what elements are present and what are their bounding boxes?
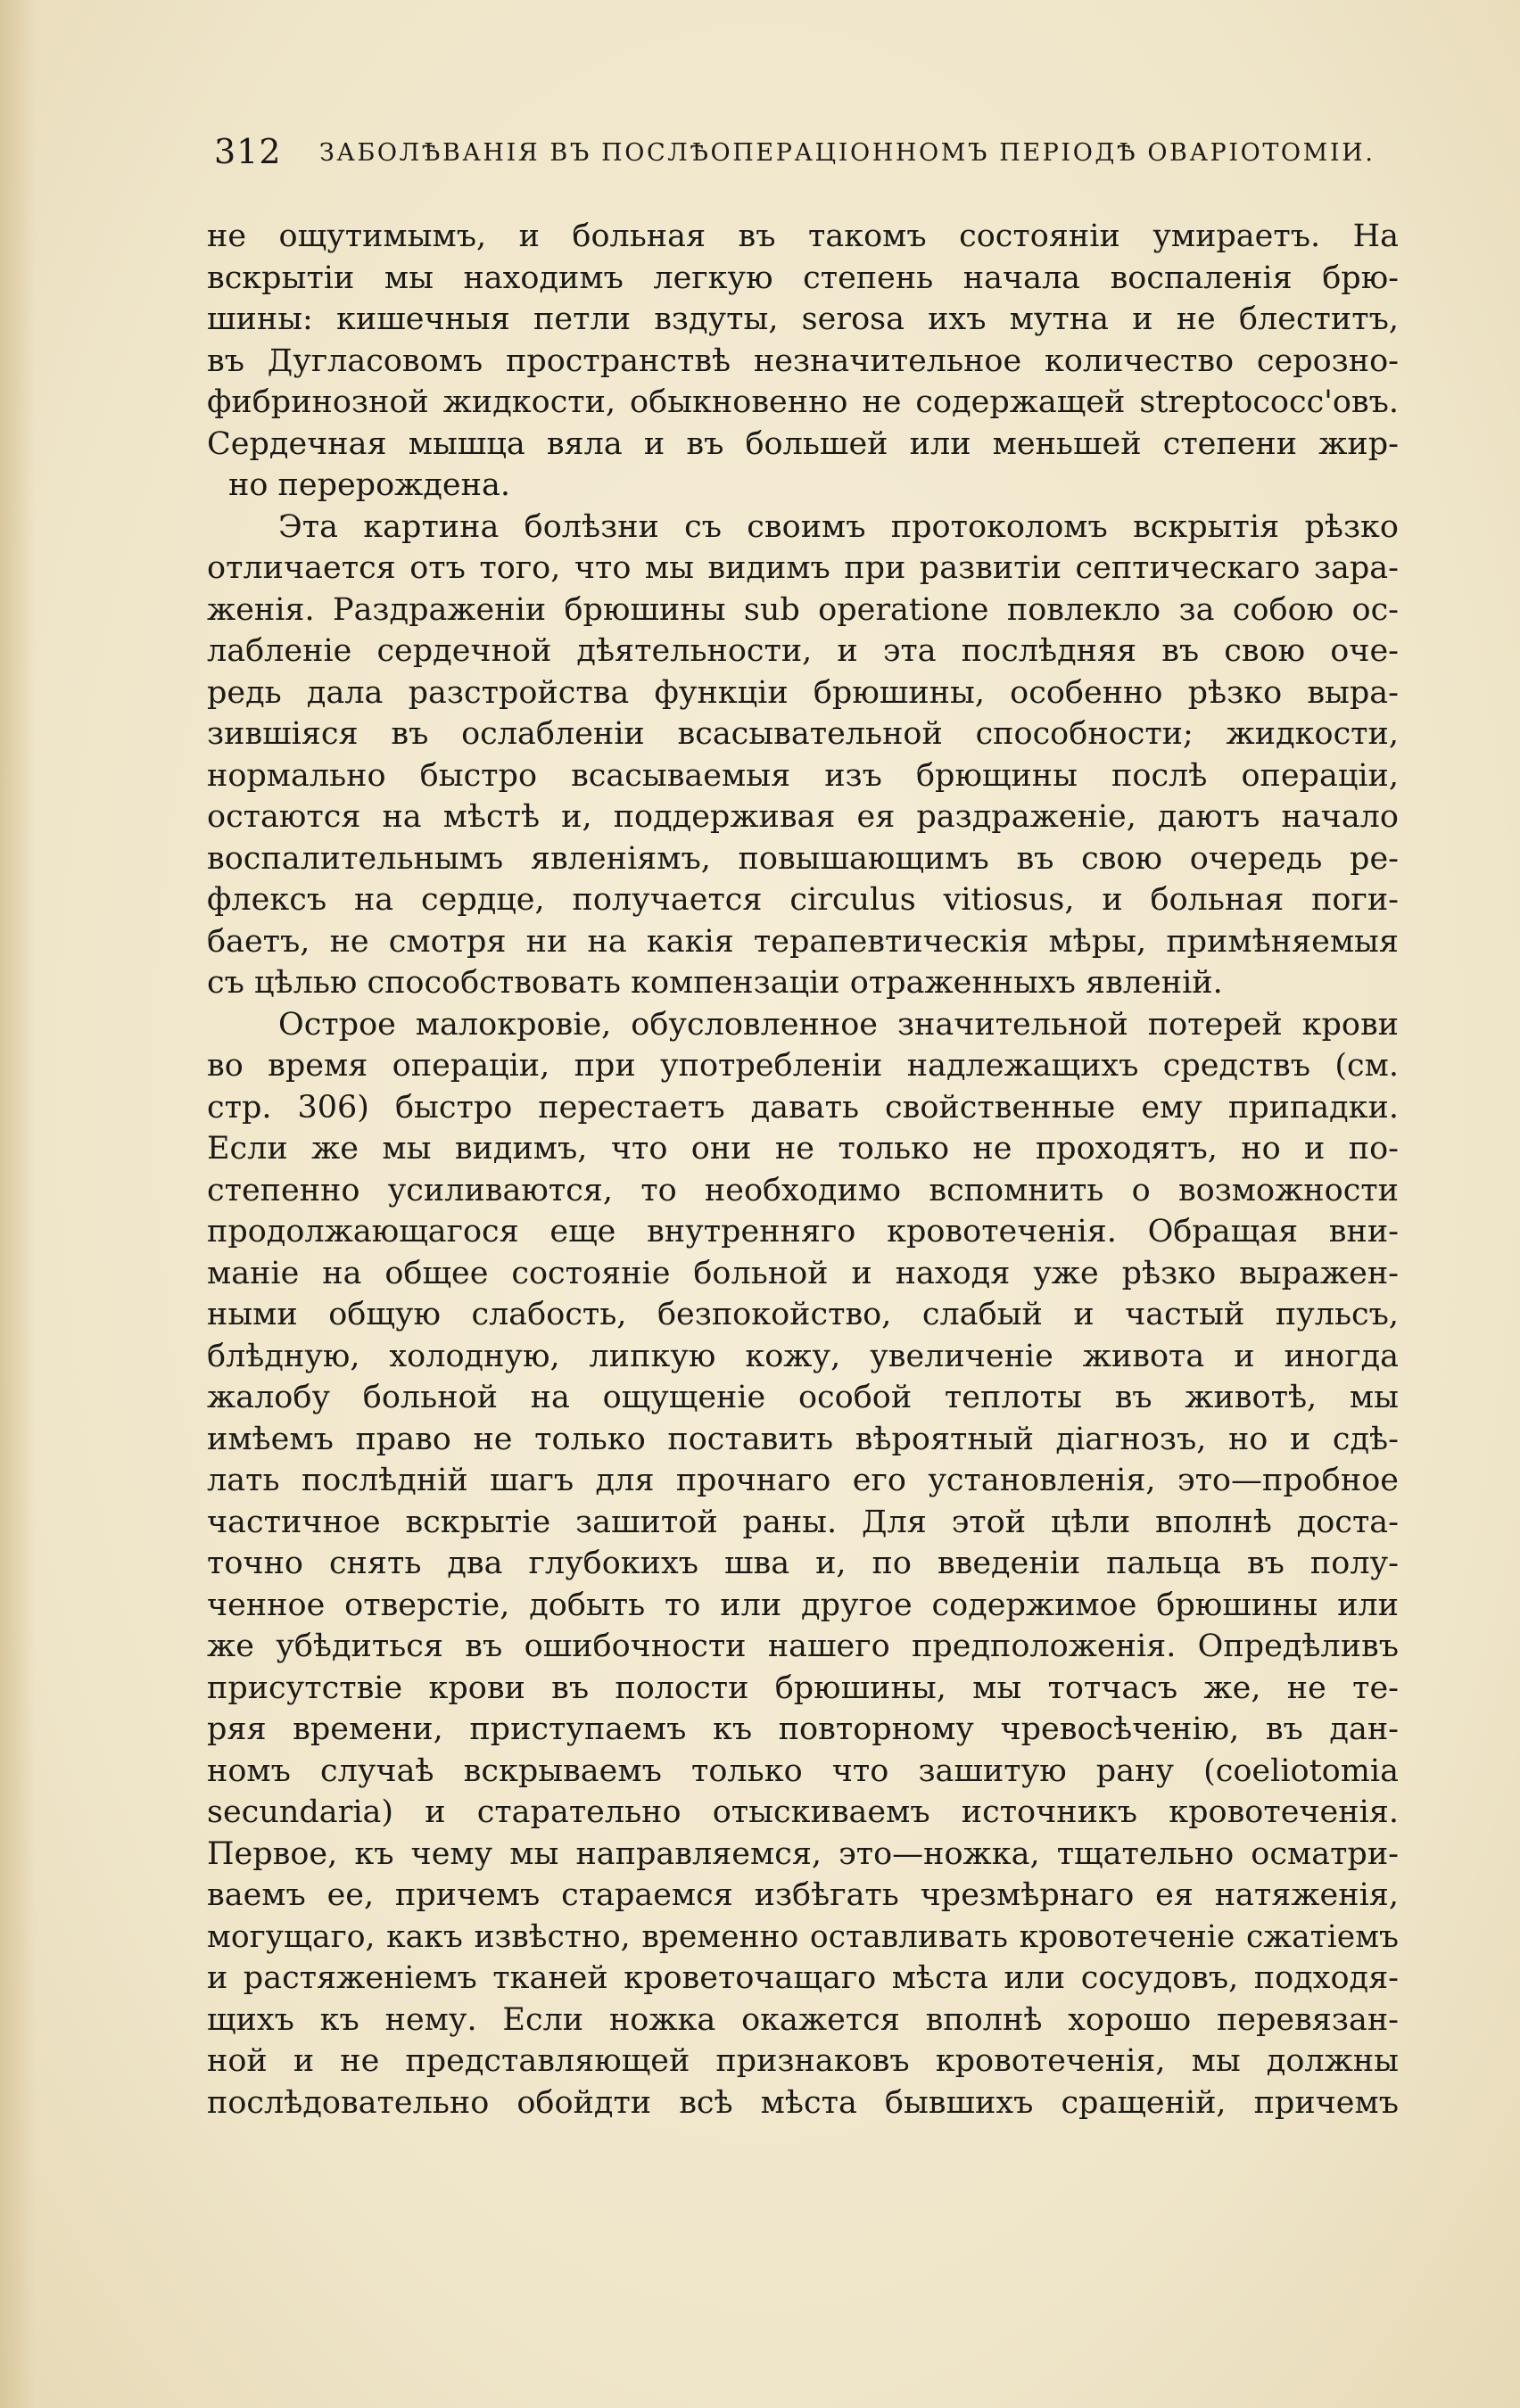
text-line: ными общую слабость, безпокойство, слабый и частый пульсъ, <box>207 1297 1399 1332</box>
text-line: ной и не представляющей признаковъ кровотеченія, мы должны <box>207 2043 1399 2079</box>
text-line: и растяженіемъ тканей кроветочащаго мѣста или сосудовъ, подходя- <box>207 1960 1399 1996</box>
text-line: маніе на общее состояніе больной и находя уже рѣзко выражен- <box>207 1255 1399 1291</box>
page-edge-shadow <box>0 0 36 2408</box>
text-line: Если же мы видимъ, что они не только не проходятъ, но и по- <box>207 1131 1399 1167</box>
text-line: могущаго, какъ извѣстно, временно оставливать кровотеченіе сжатіемъ <box>207 1918 1399 1955</box>
text-line: ряя времени, приступаемъ къ повторному чревосѣченію, въ дан- <box>207 1711 1399 1747</box>
text-line: шины: кишечныя петли вздуты, serosa ихъ мутна и не блеститъ, <box>207 301 1399 337</box>
text-line: ваемъ ее, причемъ стараемся избѣгать чрезмѣрнаго ея натяженія, <box>207 1877 1399 1913</box>
text-line: Первое, къ чему мы направляемся, это—ножка, тщательно осматри- <box>207 1835 1399 1872</box>
text-line: щихъ къ нему. Если ножка окажется вполнѣ хорошо перевязан- <box>207 2001 1399 2038</box>
text-line: фибринозной жидкости, обыкновенно не содержащей streptococc'овъ. <box>207 384 1399 420</box>
body-text <box>207 216 1399 2123</box>
text-line: но перерождена. <box>228 467 510 503</box>
text-line: Острое малокровіе, обусловленное значительной потерей крови <box>278 1006 1399 1043</box>
text-line: стр. 306) быстро перестаетъ давать свойственные ему припадки. <box>207 1089 1399 1126</box>
text-line: нормально быстро всасываемыя изъ брющины послѣ операціи, <box>207 757 1399 794</box>
text-line: послѣдовательно обойдти всѣ мѣста бывшихъ сращеній, причемъ <box>207 2084 1399 2121</box>
text-line: лать послѣдній шагъ для прочнаго его установленія, это—пробное <box>207 1463 1399 1498</box>
text-line: отличается отъ того, что мы видимъ при развитіи септическаго зара- <box>207 550 1399 586</box>
page-header <box>214 132 1392 177</box>
text-line: женія. Раздраженіи брюшины sub operatione повлекло за собою ос- <box>207 591 1399 628</box>
page-number: 312 <box>214 132 282 171</box>
paragraph <box>207 1004 1399 2124</box>
text-line: частичное вскрытіе зашитой раны. Для этой цѣли вполнѣ доста- <box>207 1504 1399 1540</box>
text-line: точно снять два глубокихъ шва и, по введеніи пальца въ полу- <box>207 1546 1399 1581</box>
text-line: флексъ на сердце, получается circulus vitiosus, и больная поги- <box>207 882 1399 918</box>
text-line: Эта картина болѣзни съ своимъ протоколомъ вскрытія рѣзко <box>278 508 1399 545</box>
text-line: остаются на мѣстѣ и, поддерживая ея раздраженіе, даютъ начало <box>207 799 1399 835</box>
text-line: редь дала разстройства функціи брюшины, особенно рѣзко выра- <box>207 674 1399 711</box>
text-line: зившіяся въ ослабленіи всасывательной способности; жидкости, <box>207 716 1399 752</box>
text-line: жалобу больной на ощущеніе особой теплоты въ животѣ, мы <box>207 1380 1399 1415</box>
text-line: же убѣдиться въ ошибочности нашего предположенія. Опредѣливъ <box>207 1629 1399 1664</box>
text-line: не ощутимымъ, и больная въ такомъ состояніи умираетъ. На <box>207 219 1399 254</box>
text-line: въ Дугласовомъ пространствѣ незначительное количество серозно- <box>207 342 1399 379</box>
text-line: баетъ, не смотря ни на какія терапевтическія мѣры, примѣняемыя <box>207 923 1399 960</box>
paragraph <box>207 507 1399 1004</box>
text-line: продолжающагося еще внутренняго кровотеченія. Обращая вни- <box>207 1214 1399 1249</box>
paragraph <box>207 216 1399 507</box>
text-line: воспалительнымъ явленіямъ, повышающимъ въ свою очередь ре- <box>207 840 1399 877</box>
text-line: вскрытіи мы находимъ легкую степень начала воспаленія брю- <box>207 260 1399 296</box>
text-line: степенно усиливаются, то необходимо вспомнить о возможности <box>207 1172 1399 1208</box>
text-line: secundaria) и старательно отыскиваемъ источникъ кровотеченія. <box>207 1794 1399 1830</box>
text-line: лабленіе сердечной дѣятельности, и эта послѣдняя въ свою оче- <box>207 633 1399 669</box>
text-line: присутствіе крови въ полости брюшины, мы тотчасъ же, не те- <box>207 1670 1399 1706</box>
text-line: Сердечная мышца вяла и въ большей или меньшей степени жир- <box>207 425 1399 462</box>
text-line: ченное отверстіе, добыть то или другое содержимое брюшины или <box>207 1587 1399 1623</box>
text-line: номъ случаѣ вскрываемъ только что зашитую рану (coeliotomia <box>207 1752 1399 1789</box>
text-line: во время операціи, при употребленіи надлежащихъ средствъ (см. <box>207 1048 1399 1084</box>
text-line: имѣемъ право не только поставить вѣроятный діагнозъ, но и сдѣ- <box>207 1421 1399 1457</box>
running-title: ЗАБОЛѢВАНІЯ ВЪ ПОСЛѢОПЕРАЦІОННОМЪ ПЕРІОДѢ ОВАРІОТОМІИ. <box>319 139 1375 167</box>
text-line: съ цѣлью способствовать компензаціи отраженныхъ явленій. <box>207 965 1223 1001</box>
text-line: блѣдную, холодную, липкую кожу, увеличеніе живота и иногда <box>207 1338 1399 1374</box>
